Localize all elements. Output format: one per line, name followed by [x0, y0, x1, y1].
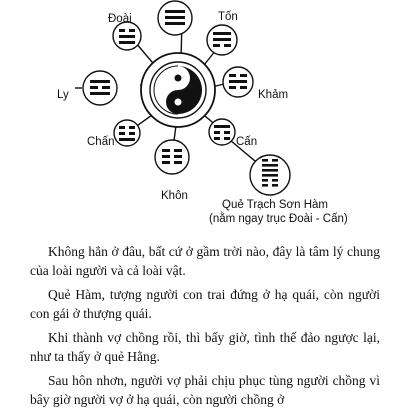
caption-line-2: (nằm ngay trục Đoài - Cấn) [209, 213, 348, 225]
trigram-chan-icon [114, 120, 140, 146]
trigram-khon-icon [155, 140, 189, 174]
trigram-can-heaven-icon [158, 1, 192, 35]
label-kham: Khảm [258, 89, 289, 101]
trigram-ly-icon [83, 71, 117, 105]
paragraph: Sau hôn nhơn, người vợ phải chịu phục tùng người chồng vì bây giờ người vợ ở hạ quái, còn người chồng ở [30, 373, 380, 407]
label-chan: Chấn [87, 136, 115, 148]
paragraph: Không hẳn ở đâu, bất cứ ở gầm trời nào, đây là tâm lý chung của loài người và cả loài vật. [30, 244, 380, 278]
label-khon: Khôn [161, 190, 188, 202]
body-text [30, 243, 380, 415]
caption-line-1: Quẻ Trạch Sơn Hàm [222, 199, 328, 211]
trigram-can-mountain-icon [209, 119, 235, 145]
trigram-ton-icon [207, 25, 237, 55]
label-can: Cấn [236, 136, 258, 148]
label-ton: Tốn [218, 11, 238, 23]
hexagram-ham-icon [250, 155, 290, 195]
trigram-kham-icon [223, 67, 253, 97]
paragraph: Khi thành vợ chồng rồi, thì bấy giờ, tình thế đảo ngược lại, như ta thấy ở quẻ Hằng. [30, 330, 380, 364]
label-doai: Đoài [108, 13, 132, 25]
taiji-hub [141, 53, 215, 127]
paragraph: Quẻ Hàm, tượng người con trai đứng ở hạ quái, còn người con gái ở thượng quái. [30, 287, 380, 321]
trigram-doai-icon [113, 22, 141, 50]
label-ly: Ly [57, 89, 69, 101]
